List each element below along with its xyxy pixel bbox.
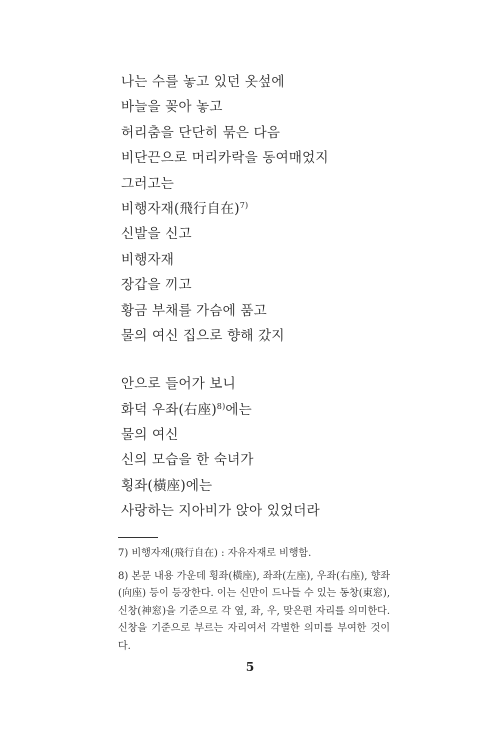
poem-line: 그러고는 [121, 175, 174, 192]
poem-line: 나는 수를 놓고 있던 옷섶에 [121, 74, 285, 90]
poem-line [121, 398, 421, 423]
poem-line: 물의 여신 집으로 향해 갔지 [121, 327, 285, 344]
footnote-ref-7[interactable]: 7) [239, 200, 249, 210]
poem-line: 허리춤을 단단히 묶은 다음 [121, 124, 281, 141]
page-number: 5 [245, 660, 255, 674]
poem-line: 물의 여신 [121, 427, 179, 444]
poem-line: 안으로 들어가 보니 [121, 376, 236, 393]
poem-line: 황금 부채를 가슴에 품고 [121, 302, 267, 319]
poem-line: 비행자재 [121, 251, 174, 268]
poem-line: 신의 모습을 한 숙녀가 [121, 452, 254, 469]
poem-line: 비단끈으로 머리카락을 동여매었지 [121, 150, 329, 167]
footnotes [118, 545, 390, 655]
poem-line [121, 197, 421, 222]
poem-line: 횡좌(橫座)에는 [121, 477, 213, 494]
poem-line-text: 화덕 우좌(右座) [121, 401, 217, 418]
poem-body [121, 70, 421, 525]
stanza-break [121, 349, 421, 372]
poem-line: 사랑하는 지아비가 앉아 있었더라 [121, 503, 320, 520]
poem-line-text: 에는 [225, 401, 252, 418]
footnote-7: 7) 비행자재(飛行自在) : 자유자재로 비행함. [118, 548, 312, 559]
footnote-ref-8[interactable]: 8) [216, 401, 226, 411]
footnote-8: 8) 본문 내용 가운데 횡좌(橫座), 좌좌(左座), 우좌(右座), 향좌(向座) 등이 등장한다. 이는 신만이 드나들 수 있는 동창(東窓), 신창(神窓)을 기준으로 각 옆, 좌, 우, 맞은편 자리를 의미한다. 신창을 기준으로 부르는 자리여서 각별한 의미를 부여한 것이다. [118, 570, 390, 652]
poem-line: 장갑을 끼고 [121, 277, 192, 294]
footnote-separator [118, 537, 158, 538]
poem-line: 신발을 신고 [121, 226, 192, 243]
poem-line-text: 비행자재(飛行自在) [121, 200, 240, 217]
poem-line: 바늘을 꽂아 놓고 [121, 99, 223, 116]
